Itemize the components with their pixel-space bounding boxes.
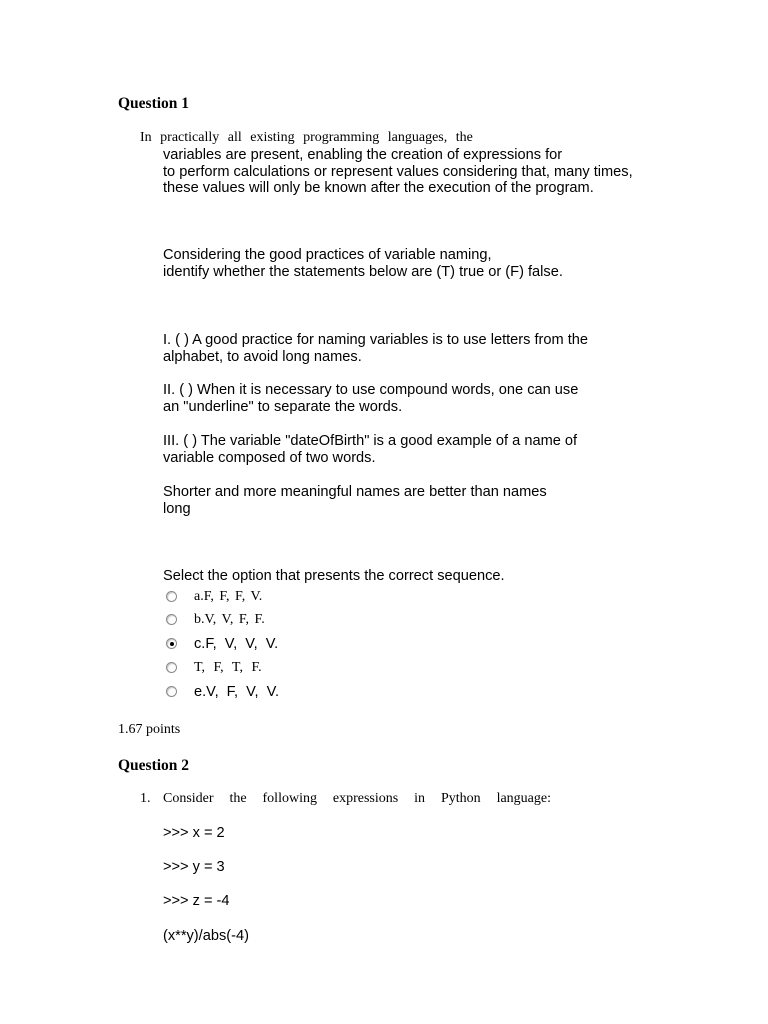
- instruction-line: Considering the good practices of variable naming,: [163, 247, 492, 263]
- statement-line: Shorter and more meaningful names are better than names: [163, 484, 547, 500]
- answer-prompt: Select the option that presents the correct sequence.: [163, 568, 505, 584]
- option-label: b.V, V, F, F.: [194, 612, 265, 627]
- statement-2: [163, 382, 626, 415]
- statement-line: I. ( ) A good practice for naming variables is to use letters from the: [163, 332, 589, 348]
- intro-line: these values will only be known after the execution of the program.: [163, 180, 594, 197]
- intro-line: variables are present, enabling the creation of expressions for: [163, 147, 563, 163]
- statement-line: long: [163, 500, 191, 517]
- radio-button[interactable]: [166, 614, 177, 625]
- question-2-item-text: Consider the following expressions in Python language:: [163, 791, 551, 806]
- radio-button[interactable]: [166, 686, 177, 697]
- instruction-line: identify whether the statements below are (T) true or (F) false.: [163, 263, 563, 280]
- question-1-points: 1.67 points: [118, 722, 181, 737]
- code-line: >>> y = 3: [163, 859, 225, 875]
- question-2-title: Question 2: [118, 757, 190, 774]
- statement-4: [163, 484, 547, 517]
- option-label: T, F, T, F.: [194, 660, 262, 675]
- question-1-title: Question 1: [118, 95, 190, 112]
- option-label: c.F, V, V, V.: [194, 636, 279, 652]
- code-line: >>> z = -4: [163, 893, 230, 909]
- option-label: e.V, F, V, V.: [194, 684, 280, 700]
- code-line: >>> x = 2: [163, 825, 225, 841]
- question-1-intro-first-line: In practically all existing programming languages, the: [140, 130, 473, 145]
- statement-line: II. ( ) When it is necessary to use compound words, one can use: [163, 382, 579, 398]
- statement-line: variable composed of two words.: [163, 449, 376, 466]
- radio-button-selected[interactable]: [166, 638, 177, 649]
- statement-line: III. ( ) The variable "dateOfBirth" is a good example of a name of: [163, 433, 578, 449]
- question-2-item-number: 1.: [140, 791, 151, 806]
- statement-line: an "underline" to separate the words.: [163, 398, 403, 415]
- radio-selected-dot-icon: [170, 642, 174, 646]
- radio-button[interactable]: [166, 591, 177, 602]
- question-1-intro: [163, 147, 633, 197]
- statement-1: [163, 332, 641, 365]
- radio-button[interactable]: [166, 662, 177, 673]
- option-label: a.F, F, F, V.: [194, 589, 263, 604]
- statement-3: [163, 433, 637, 466]
- statement-line: alphabet, to avoid long names.: [163, 348, 362, 365]
- question-1-instruction: [163, 247, 563, 280]
- intro-line: to perform calculations or represent values considering that, many times,: [163, 163, 633, 180]
- code-line: (x**y)/abs(-4): [163, 928, 249, 944]
